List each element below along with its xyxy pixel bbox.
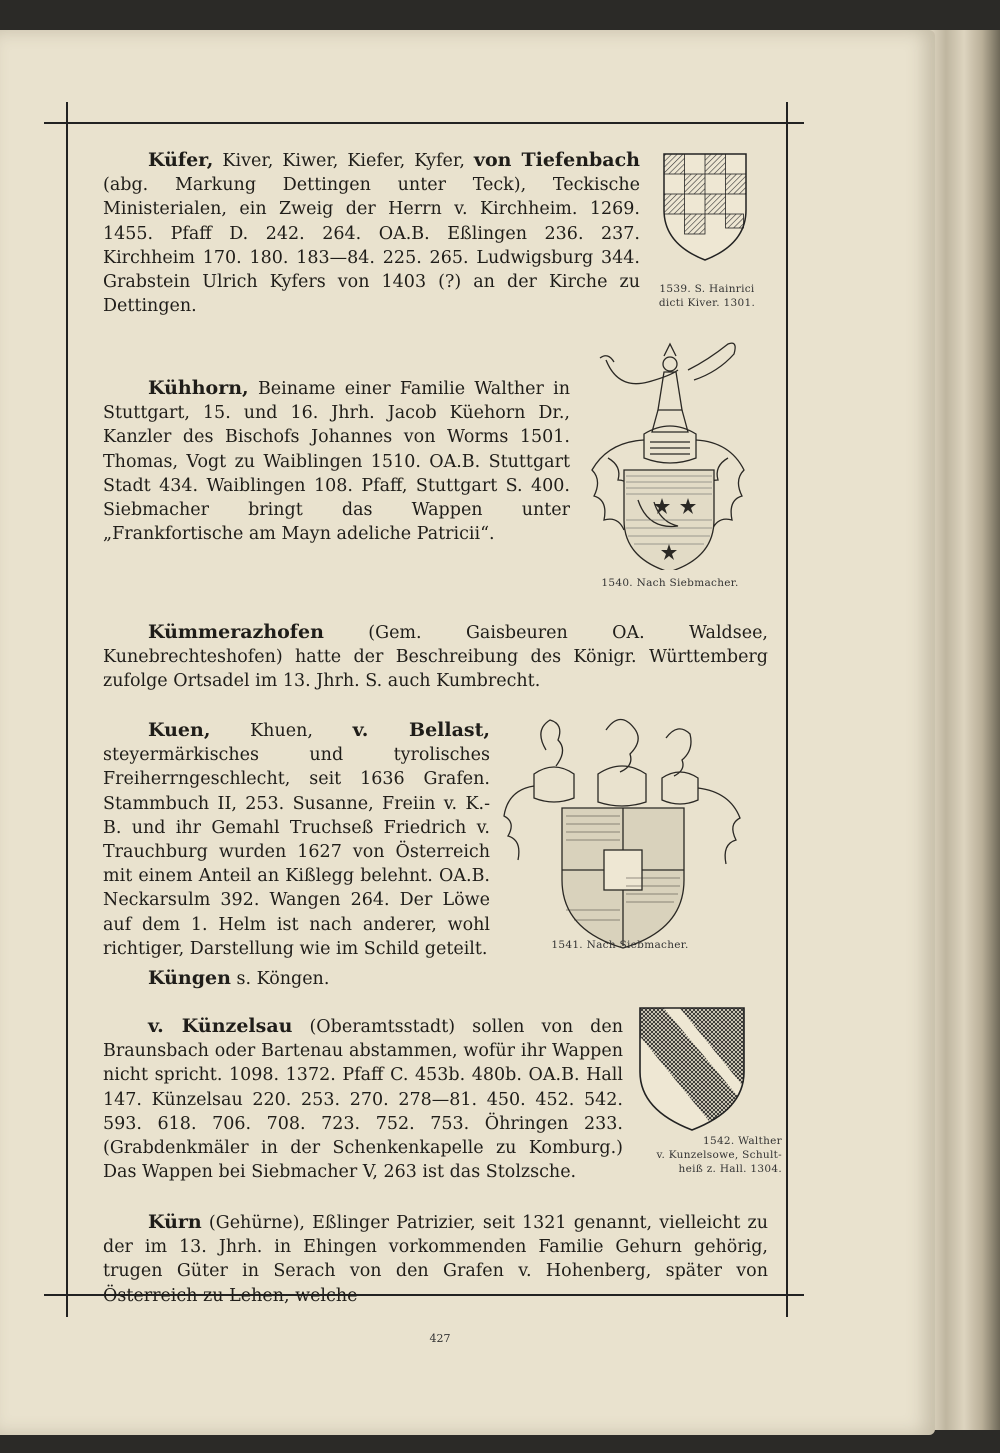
caption-line: 1539. S. Hainrici (659, 283, 755, 295)
entry-headword: Kuen, (148, 719, 211, 741)
entry-headword: Küfer, (148, 149, 214, 171)
entry-headword: v. Künzelsau (148, 1015, 293, 1037)
entry-kuenzelsau (103, 1014, 623, 1184)
figure-1542-caption (622, 1134, 782, 1176)
coat-of-arms-kuen-figure (494, 710, 754, 950)
entry-variants: Kiver, Kiwer, Kiefer, Kyfer, (213, 151, 474, 171)
entry-kuefer (103, 148, 640, 318)
entry-body: Beiname einer Familie Walther in Stuttgart, 15. und 16. Jhrh. Jacob Küehorn Dr., Kanzler des Bischofs Johannes von Worms 1501. Thomas, Vogt zu Waiblingen 1510. OA.B. Stuttgart Stadt 434. Waiblingen 108. Pfaff, Stuttgart S. 400. Siebmacher bringt das Wappen unter „Frankfortische am Mayn adeliche Patricii“. (103, 379, 570, 545)
entry-headword: Kühhorn, (148, 377, 249, 399)
entry-headword: Kümmerazhofen (148, 621, 324, 643)
figure-1540-caption (580, 576, 760, 590)
entry-body: (Oberamtsstadt) sollen von den Braunsbach oder Bartenau abstammen, wofür ihr Wappen nicht spricht. 1098. 1372. Pfaff C. 453b. 480b. OA.B. Hall 147. Künzelsau 220. 253. 270. 278—81. 450. 452. 542. 593. 618. 706. 708. 723. 752. 753. Öhringen 233. (Grabdenkmäler in der Schenkenkapelle zu Komburg.) Das Wappen bei Siebmacher V, 263 ist das Stolzsche. (103, 1017, 624, 1183)
entry-body: s. Köngen. (230, 969, 330, 989)
book-page (0, 30, 935, 1435)
entry-kuemmerazhofen (103, 620, 768, 694)
entry-body: (abg. Markung Dettingen unter Teck), Teckische Ministerialen, ein Zweig der Herrn v. Kirchheim. 1269. 1455. Pfaff D. 242. 264. OA.B. Eßlingen 236. 237. Kirchheim 170. 180. 183—84. 225. 265. Ludwigsburg 344. Grabstein Ulrich Kyfers von 1403 (?) an der Kirche zu Dettingen. (103, 175, 640, 317)
shield-bend-figure (638, 1006, 746, 1132)
caption-line: 1542. Walther (702, 1135, 782, 1147)
entry-body: steyermärkisches und tyrolisches Freiherrngeschlecht, seit 1636 Grafen. Stammbuch II, 253. Susanne, Freiin v. K.-B. und ihr Gemahl Truchseß Friedrich v. Trauchburg wurden 1627 von Österreich mit einem Anteil an Kißlegg belehnt. OA.B. Neckarsulm 392. Wangen 264. Der Löwe auf dem 1. Helm ist nach anderer, wohl richtiger, Darstellung wie im Schild geteilt. (103, 745, 490, 959)
frame-top-line (44, 122, 804, 124)
caption-line: v. Kunzelsowe, Schult- (656, 1149, 782, 1161)
entry-body: (Gehürne), Eßlinger Patrizier, seit 1321 genannt, vielleicht zu der im 13. Jhrh. in Ehingen vorkommenden Familie Gehurn gehörig, trugen Güter in Serach von den Grafen v. Hohenberg, später von Österreich zu Lehen, welche (103, 1213, 768, 1306)
entry-headword: Küngen (148, 967, 231, 989)
figure-1539-caption (622, 282, 792, 310)
caption-line: heiß z. Hall. 1304. (678, 1163, 782, 1175)
entry-headword: Kürn (148, 1211, 202, 1233)
entry-body: (Gem. Gaisbeuren OA. Waldsee, Kunebrechteshofen) hatte der Beschreibung des Königr. Württemberg zufolge Ortsadel im 13. Jhrh. S. auch Kumbrecht. (103, 623, 768, 692)
frame-left-line (66, 102, 68, 1317)
entry-variants: Khuen, (210, 721, 353, 741)
entry-kuern (103, 1210, 768, 1308)
figure-1541-caption (530, 938, 710, 952)
shield-checkered-figure (662, 152, 748, 262)
page-number: 427 (429, 1332, 451, 1345)
coat-of-arms-kuehhorn-figure (578, 330, 758, 570)
caption-line: 1541. Nach Siebmacher. (551, 939, 689, 951)
entry-kuengen (103, 966, 603, 991)
caption-line: dicti Kiver. 1301. (658, 297, 756, 309)
entry-kuehhorn (103, 376, 570, 546)
entry-emphasis: v. Bellast, (352, 719, 490, 741)
entry-emphasis: von Tiefenbach (473, 149, 640, 171)
caption-line: 1540. Nach Siebmacher. (601, 577, 739, 589)
entry-kuen (103, 718, 490, 961)
